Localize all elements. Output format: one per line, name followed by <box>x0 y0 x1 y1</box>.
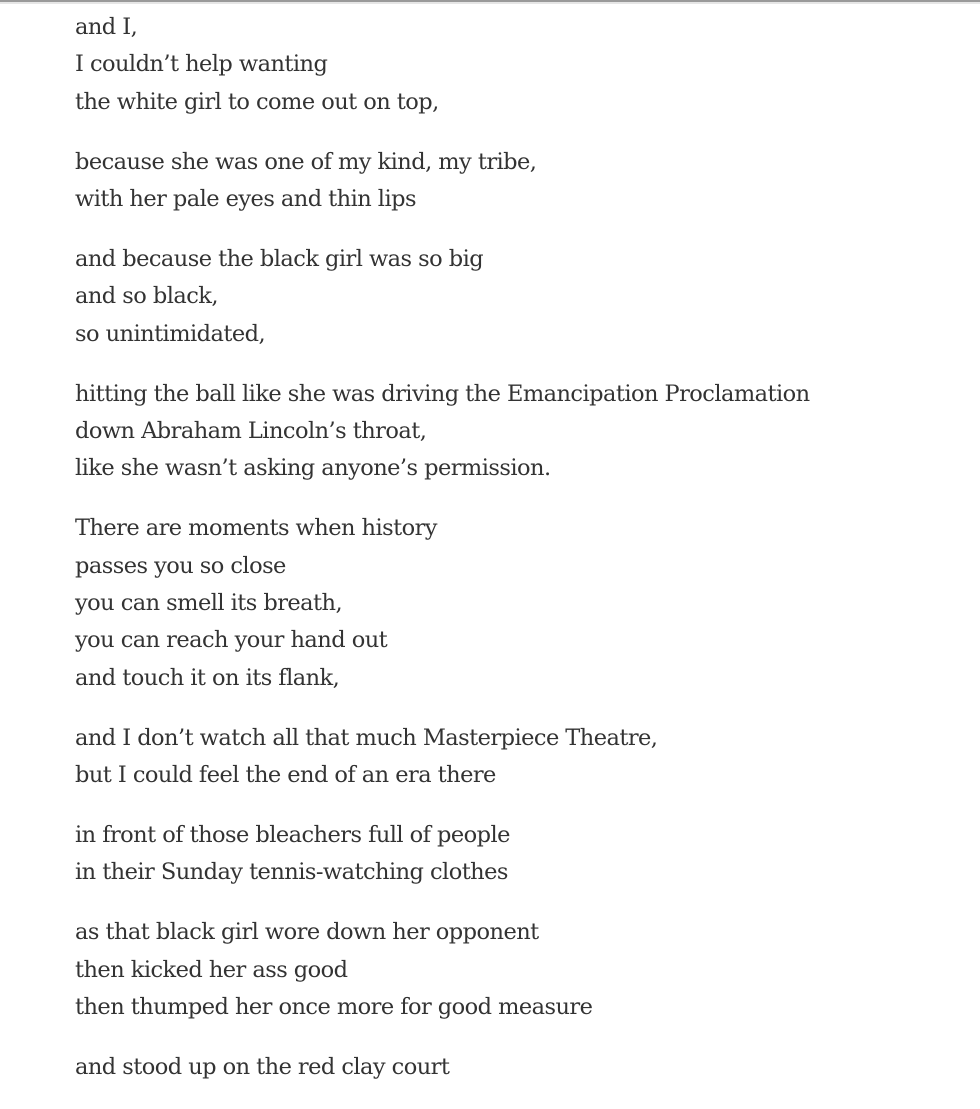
poem-line: in front of those bleachers full of people <box>75 822 510 849</box>
stanza-1 <box>75 9 955 121</box>
poem-line: then thumped her once more for good measure <box>75 994 593 1021</box>
poem-line: There are moments when history <box>75 515 437 542</box>
poem-line: but I could feel the end of an era there <box>75 762 496 789</box>
poem-line: like she wasn’t asking anyone’s permission. <box>75 455 551 482</box>
stanza-5 <box>75 510 955 697</box>
poem-line: passes you so close <box>75 552 286 579</box>
poem-line: and touch it on its flank, <box>75 664 340 691</box>
poem-line: with her pale eyes and thin lips <box>75 186 416 213</box>
stanza-4 <box>75 376 955 488</box>
stanza-8 <box>75 914 955 1026</box>
poem-line: so unintimidated, <box>75 320 266 347</box>
poem-line: I couldn’t help wanting <box>75 51 328 78</box>
poem-line: in their Sunday tennis-watching clothes <box>75 859 508 886</box>
poem-line: and I don’t watch all that much Masterpiece Theatre, <box>75 724 658 751</box>
poem-line: down Abraham Lincoln’s throat, <box>75 418 427 445</box>
stanza-9 <box>75 1049 955 1086</box>
top-border-shadow <box>0 2 980 4</box>
poem-line: you can smell its breath, <box>75 590 343 617</box>
poem-line: and because the black girl was so big <box>75 245 484 272</box>
stanza-3 <box>75 241 955 353</box>
poem-line: you can reach your hand out <box>75 627 388 654</box>
stanza-6 <box>75 720 955 795</box>
poem-line: then kicked her ass good <box>75 956 348 983</box>
poem-line: and stood up on the red clay court <box>75 1053 450 1080</box>
stanza-2 <box>75 144 955 219</box>
poem-line: and so black, <box>75 283 218 310</box>
poem-line: because she was one of my kind, my tribe, <box>75 148 537 175</box>
poem-line: and I, <box>75 14 138 40</box>
poem-line: as that black girl wore down her opponent <box>75 919 539 946</box>
stanza-7 <box>75 817 955 892</box>
poem-line: the white girl to come out on top, <box>75 88 439 115</box>
poem-body <box>75 9 955 1109</box>
poem-line: hitting the ball like she was driving the Emancipation Proclamation <box>75 380 810 407</box>
